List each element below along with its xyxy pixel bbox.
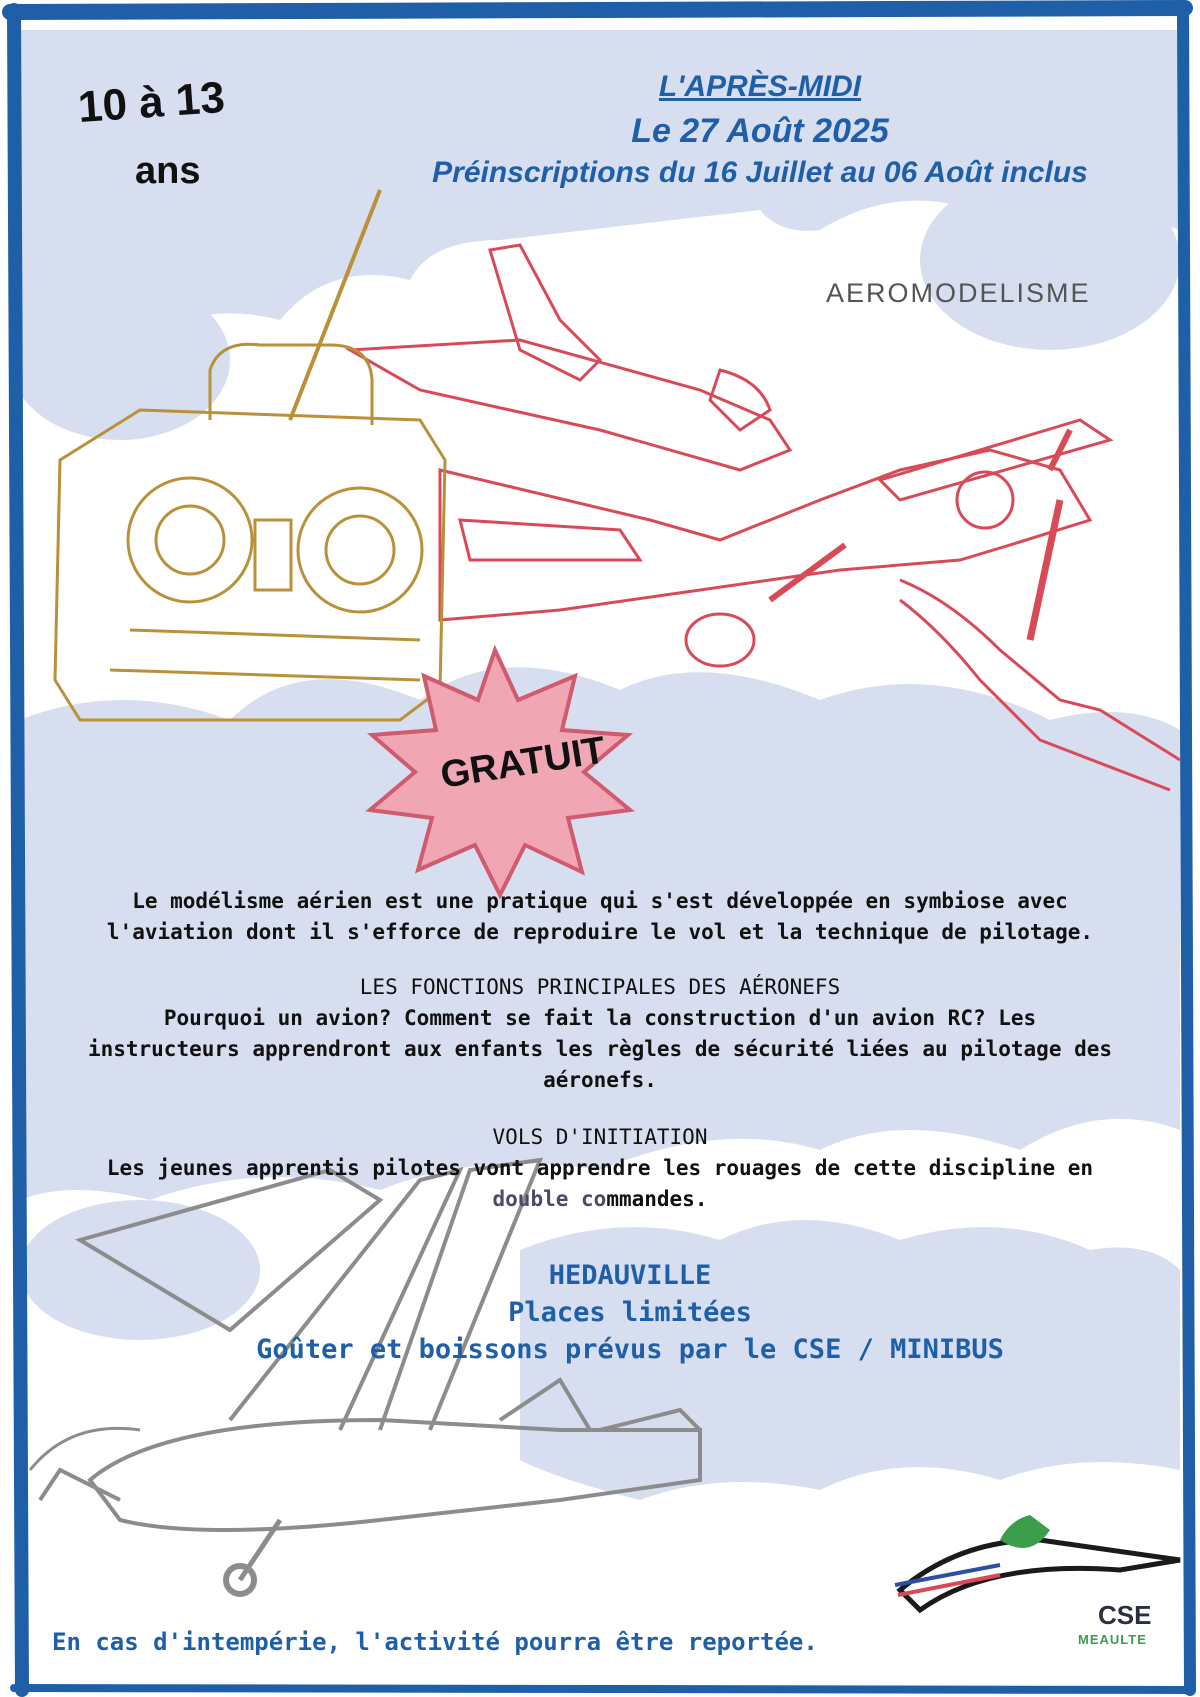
section-functions (40, 972, 1160, 1096)
cse-logo-name: CSE (1098, 1600, 1152, 1630)
functions-line-1: Pourquoi un avion? Comment se fait la construction d'un avion RC? Les (163, 1006, 1037, 1030)
location-place: HEDAUVILLE (548, 1260, 712, 1291)
header-registration: Préinscriptions du 16 Juillet au 06 Août inclus (432, 156, 1088, 189)
intro-line-1: Le modélisme aérien est une pratique qui s'est développée en symbiose avec (132, 889, 1068, 913)
intro-line-2: l'aviation dont il s'efforce de reproduire le vol et la technique de pilotage. (106, 920, 1094, 944)
activity-title: AEROMODELISME (826, 278, 1091, 308)
cse-logo-mark (895, 1515, 1180, 1610)
flights-line-2-b: mmandes. (606, 1187, 708, 1211)
age-range: 10 à 13 (76, 72, 227, 133)
section-flights (40, 1122, 1160, 1215)
location-places: Places limitées (508, 1297, 752, 1328)
flights-line-2 (40, 1184, 1160, 1215)
location-block (40, 1257, 1200, 1368)
functions-title: LES FONCTIONS PRINCIPALES DES AÉRONEFS (359, 975, 841, 999)
functions-line-2: instructeurs apprendront aux enfants les règles de sécurité liées au pilotage des (87, 1037, 1113, 1061)
age-unit: ans (135, 150, 201, 192)
flights-line-1: Les jeunes apprentis pilotes vont apprendre les rouages de cette discipline en (106, 1156, 1094, 1180)
header-date: Le 27 Août 2025 (631, 112, 889, 150)
flights-title: VOLS D'INITIATION (492, 1125, 708, 1149)
intro-text (40, 886, 1160, 948)
functions-line-3: aéronefs. (543, 1068, 657, 1092)
flights-line-2-a: double co (492, 1187, 607, 1211)
footer-notice: En cas d'intempérie, l'activité pourra être reportée. (52, 1628, 818, 1656)
location-extras: Goûter et boissons prévus par le CSE / MINIBUS (256, 1334, 1004, 1365)
cse-logo-sub: MEAULTE (1078, 1632, 1147, 1647)
gratuit-badge-label: GRATUIT (437, 729, 609, 797)
header-period: L'APRÈS-MIDI (658, 70, 862, 103)
